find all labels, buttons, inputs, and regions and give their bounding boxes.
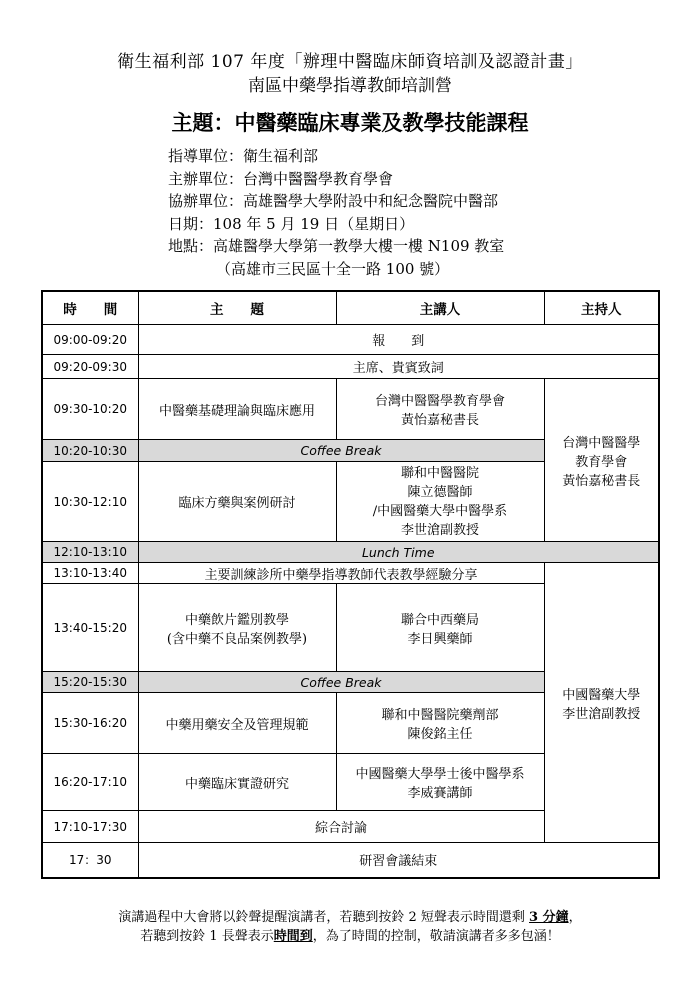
- header-moderator: 主持人: [544, 291, 659, 325]
- time-cell: 13:10-13:40: [42, 563, 138, 584]
- event-info: [168, 145, 504, 280]
- speaker-line: 李世滄副教授: [400, 522, 479, 538]
- table-header-row: [42, 291, 659, 325]
- note-text: 若聽到按鈴 1 長聲表示: [140, 929, 274, 944]
- merged-cell: 報 到: [138, 325, 659, 355]
- table-row: [42, 843, 659, 878]
- speaker-cell: [336, 584, 544, 672]
- title-line-2: 南區中藥學指導教師培訓營: [248, 76, 452, 96]
- merged-cell: 綜合討論: [138, 811, 544, 843]
- note-emphasis: 時間到: [273, 929, 313, 944]
- merged-cell: 主要訓練診所中藥學指導教師代表教學經驗分享: [138, 563, 544, 584]
- time-cell: 17:10-17:30: [42, 811, 138, 843]
- break-cell: Coffee Break: [138, 440, 544, 462]
- moderator-line: 教育學會: [575, 454, 628, 470]
- time-cell: 15:20-15:30: [42, 672, 138, 693]
- speaker-cell: [336, 379, 544, 440]
- topic-cell: 中藥臨床實證研究: [138, 754, 336, 811]
- schedule-table: [41, 290, 660, 879]
- speaker-cell: [336, 693, 544, 754]
- table-row: [42, 325, 659, 355]
- header-speaker: 主講人: [336, 291, 544, 325]
- note-emphasis: 3 分鐘: [529, 910, 569, 925]
- time-cell: 10:20-10:30: [42, 440, 138, 462]
- moderator-line: 中國醫藥大學: [562, 687, 641, 703]
- speaker-line: 台灣中醫醫學教育學會: [374, 394, 505, 409]
- time-cell: 09:20-09:30: [42, 355, 138, 379]
- topic-cell: 中藥用藥安全及管理規範: [138, 693, 336, 754]
- note-text: ，: [568, 910, 582, 925]
- merged-cell: 研習會議結束: [138, 843, 659, 878]
- note-line-2: [0, 925, 700, 944]
- break-cell: Coffee Break: [138, 672, 544, 693]
- moderator-cell-a: [544, 379, 659, 542]
- time-cell: 09:00-09:20: [42, 325, 138, 355]
- header-topic: 主 題: [138, 291, 336, 325]
- speaker-line: 中國醫藥大學學士後中醫學系: [355, 767, 525, 782]
- moderator-cell-b: [544, 563, 659, 843]
- header-time: 時 間: [42, 291, 138, 325]
- speaker-cell: [336, 462, 544, 542]
- topic-line: (含中藥不良品案例教學): [166, 631, 308, 647]
- time-cell: 09:30-10:20: [42, 379, 138, 440]
- host-unit: 主辦單位：台灣中醫醫學教育學會: [168, 169, 394, 188]
- time-cell: 13:40-15:20: [42, 584, 138, 672]
- speaker-line: 黃怡嘉秘書長: [400, 413, 479, 428]
- co-host-unit: 協辦單位：高雄醫學大學附設中和紀念醫院中醫部: [168, 192, 499, 210]
- time-cell: 12:10-13:10: [42, 542, 138, 563]
- speaker-line: 陳俊銘主任: [407, 727, 473, 742]
- moderator-line: 李世滄副教授: [562, 706, 641, 722]
- speaker-cell: [336, 754, 544, 811]
- topic-cell: [138, 584, 336, 672]
- theme-title: 主題：中醫藥臨床專業及教學技能課程: [171, 111, 529, 135]
- time-cell: 17：30: [42, 843, 138, 878]
- speaker-line: 聯和中醫醫院藥劑部: [381, 708, 499, 723]
- table-row: [42, 355, 659, 379]
- topic-line: 中藥飲片鑑別教學: [184, 612, 289, 628]
- table-row: [42, 379, 659, 440]
- speaker-line: 陳立德醫師: [407, 484, 473, 500]
- guide-unit: 指導單位：衛生福利部: [168, 147, 319, 165]
- event-address: （高雄市三民區十全一路 100 號）: [216, 259, 450, 278]
- table-row: [42, 563, 659, 584]
- merged-cell: 主席、貴賓致詞: [138, 355, 659, 379]
- speaker-line: 聯合中西藥局: [400, 612, 479, 628]
- event-date: 日期：108 年 5 月 19 日（星期日）: [168, 214, 415, 233]
- table-row: [42, 542, 659, 563]
- note-text: ，為了時間的控制，敬請演講者多多包涵！: [312, 929, 560, 944]
- moderator-line: 黃怡嘉秘書長: [562, 473, 641, 489]
- time-cell: 16:20-17:10: [42, 754, 138, 811]
- time-cell: 15:30-16:20: [42, 693, 138, 754]
- note-line-1: [0, 906, 700, 925]
- speaker-line: 李威賽講師: [407, 786, 473, 801]
- note-text: 演講過程中大會將以鈴聲提醒演講者，若聽到按鈴 2 短聲表示時間還剩: [118, 910, 530, 925]
- speaker-line: 李日興藥師: [407, 631, 473, 647]
- moderator-line: 台灣中醫醫學: [562, 435, 641, 451]
- time-cell: 10:30-12:10: [42, 462, 138, 542]
- speaker-line: /中國醫藥大學中醫學系: [372, 503, 508, 519]
- event-place: 地點：高雄醫學大學第一教學大樓一樓 N109 教室: [168, 237, 505, 255]
- break-cell: Lunch Time: [138, 542, 659, 563]
- title-line-1: 衛生福利部 107 年度「辦理中醫臨床師資培訓及認證計畫」: [117, 52, 583, 72]
- topic-cell: 臨床方藥與案例研討: [138, 462, 336, 542]
- topic-cell: 中醫藥基礎理論與臨床應用: [138, 379, 336, 440]
- speaker-line: 聯和中醫醫院: [400, 465, 479, 481]
